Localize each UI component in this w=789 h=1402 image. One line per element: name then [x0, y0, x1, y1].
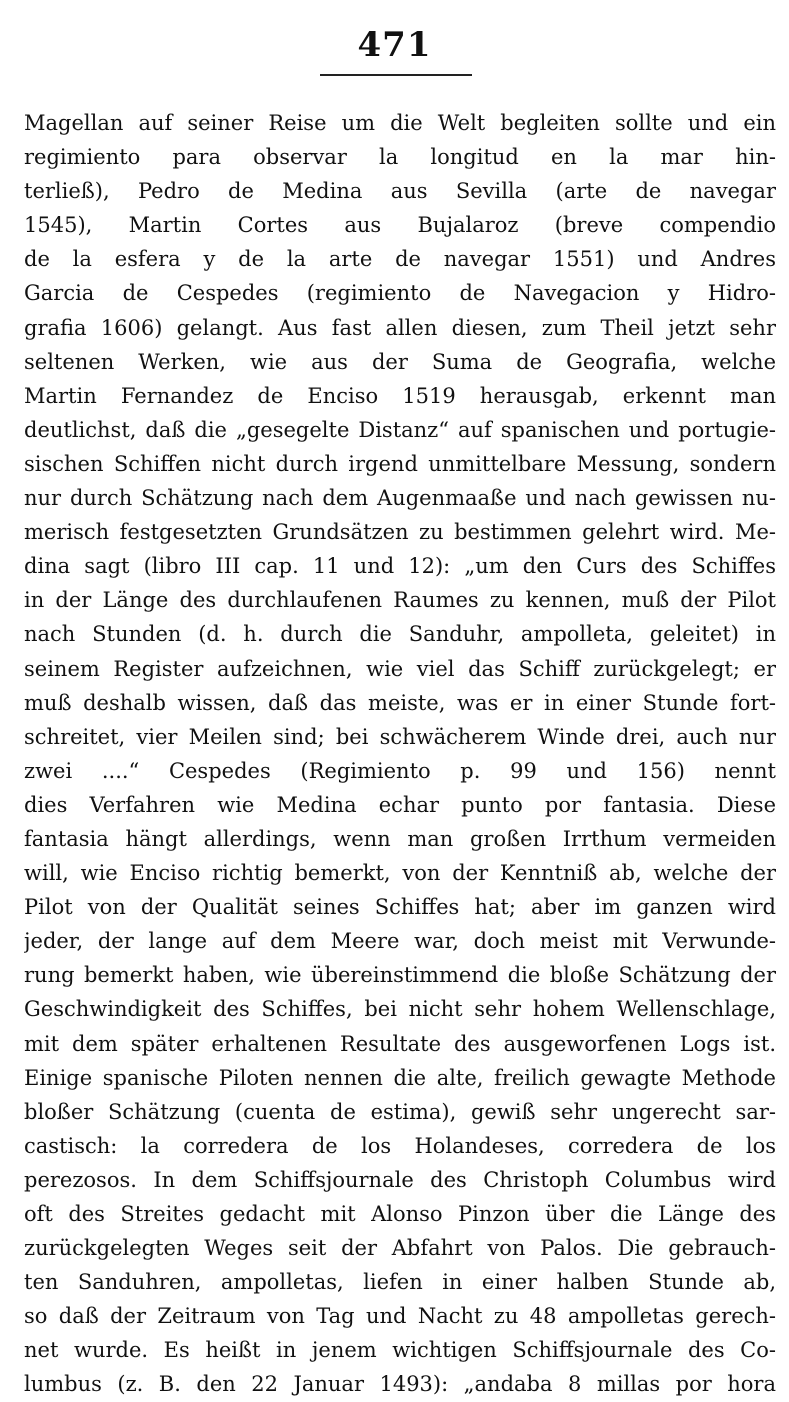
text-line: dina sagt (libro III cap. 11 und 12): „um den Curs des Schiffes	[24, 554, 776, 579]
text-line: zurückgelegten Weges seit der Abfahrt von Palos. Die gebrauch-	[24, 1236, 776, 1261]
text-line: zwei ....“ Cespedes (Regimiento p. 99 und 156) nennt	[24, 758, 776, 783]
text-line: lumbus (z. B. den 22 Januar 1493): „andaba 8 millas por hora	[24, 1372, 776, 1397]
text-line: in der Länge des durchlaufenen Raumes zu kennen, muß der Pilot	[24, 588, 776, 613]
text-line: merisch festgesetzten Grundsätzen zu bestimmen gelehrt wird. Me-	[24, 520, 776, 545]
text-line: muß deshalb wissen, daß das meiste, was er in einer Stunde fort-	[24, 690, 776, 715]
text-line: perezosos. In dem Schiffsjournale des Christoph Columbus wird	[24, 1167, 776, 1192]
text-line: so daß der Zeitraum von Tag und Nacht zu 48 ampolletas gerech-	[24, 1304, 776, 1329]
text-line: net wurde. Es heißt in jenem wichtigen Schiffsjournale des Co-	[24, 1338, 776, 1363]
text-line: ten Sanduhren, ampolletas, liefen in einer halben Stunde ab,	[24, 1270, 776, 1295]
text-line: regimiento para observar la longitud en la mar hin-	[24, 145, 776, 170]
text-line: deutlichst, daß die „gesegelte Distanz“ auf spanischen und portugie-	[24, 417, 776, 442]
text-line: Garcia de Cespedes (regimiento de Navegacion y Hidro-	[24, 281, 776, 306]
text-line: castisch: la corredera de los Holandeses, corredera de los	[24, 1133, 776, 1158]
text-line: sischen Schiffen nicht durch irgend unmittelbare Messung, sondern	[24, 451, 776, 476]
text-line: fantasia hängt allerdings, wenn man großen Irrthum vermeiden	[24, 826, 776, 851]
text-line: dies Verfahren wie Medina echar punto por fantasia. Diese	[24, 792, 776, 817]
text-line: oft des Streites gedacht mit Alonso Pinzon über die Länge des	[24, 1202, 776, 1226]
page-number: 471	[357, 25, 432, 65]
text-line: rung bemerkt haben, wie übereinstimmend die bloße Schätzung der	[24, 963, 776, 988]
text-line: mit dem später erhaltenen Resultate des ausgeworfenen Logs ist.	[24, 1031, 776, 1056]
text-line: seinem Register aufzeichnen, wie viel das Schiff zurückgelegt; er	[24, 656, 776, 681]
text-line: Einige spanische Piloten nennen die alte, freilich gewagte Methode	[24, 1065, 776, 1090]
text-line: Martin Fernandez de Enciso 1519 herausgab, erkennt man	[24, 383, 776, 408]
text-line: nur durch Schätzung nach dem Augenmaaße und nach gewissen nu-	[24, 486, 776, 511]
text-line: grafia 1606) gelangt. Aus fast allen diesen, zum Theil jetzt sehr	[24, 315, 776, 340]
text-line: Magellan auf seiner Reise um die Welt begleiten sollte und ein	[24, 111, 776, 135]
text-line: seltenen Werken, wie aus der Suma de Geografia, welche	[24, 349, 776, 374]
text-line: jeder, der lange auf dem Meere war, doch meist mit Verwunde-	[24, 929, 776, 954]
header-rule	[320, 74, 472, 76]
text-line: 1545), Martin Cortes aus Bujalaroz (breve compendio	[24, 213, 776, 238]
text-line: Geschwindigkeit des Schiffes, bei nicht sehr hohem Wellenschlage,	[24, 997, 776, 1022]
text-line: terließ), Pedro de Medina aus Sevilla (arte de navegar	[24, 179, 776, 204]
text-line: Pilot von der Qualität seines Schiffes hat; aber im ganzen wird	[24, 895, 776, 920]
body-text	[24, 106, 776, 1402]
text-line: nach Stunden (d. h. durch die Sanduhr, ampolleta, geleitet) in	[24, 622, 776, 647]
text-line: will, wie Enciso richtig bemerkt, von der Kenntniß ab, welche der	[24, 861, 776, 886]
text-line: bloßer Schätzung (cuenta de estima), gewiß sehr ungerecht sar-	[24, 1099, 776, 1124]
text-line: de la esfera y de la arte de navegar 1551) und Andres	[24, 247, 776, 272]
text-line: schreitet, vier Meilen sind; bei schwächerem Winde drei, auch nur	[24, 724, 776, 749]
